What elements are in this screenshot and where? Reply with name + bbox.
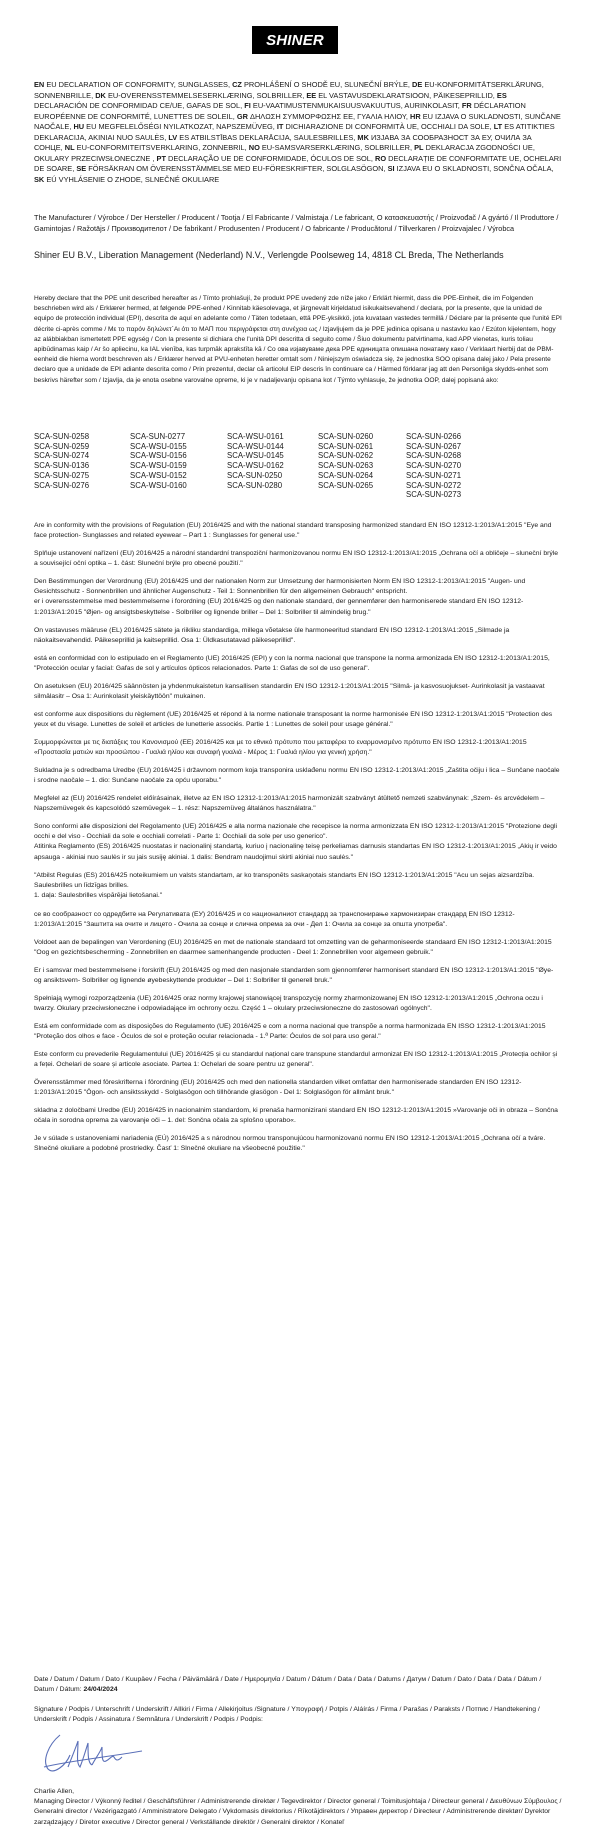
conformity-paragraph: Överensstämmer med föreskrifterna i förordning (EU) 2016/425 och med den nationella standarden vilket omfattar den harmoniserade standarden EN ISO 12312-1:2013/A1:2015 "Ögon- och ansiktsskydd - Solglasögon och tillhörande glasögon - Del 1: Solglasögon för allmänt bruk." xyxy=(34,1079,522,1097)
language-code: DE xyxy=(411,80,423,89)
model-code: SCA-SUN-0273 xyxy=(406,490,462,500)
language-code: LV xyxy=(168,132,178,142)
title-text: DEKLARACJA ZGODNOŚCI UE, OKULARY PRZECIWSŁONECZNE , xyxy=(34,143,535,163)
title-text: EÚ VYHLÁSENIE O ZHODE, SLNEČNÉ OKULIARE xyxy=(44,174,220,184)
manufacturer-label: The Manufacturer / Výrobce / Der Hersteller / Producent / Tootja / El Fabricante / Valmistaja / Le fabricant, Ο κατασκευαστής / Proizvođač / A gyártó / Il Produttore / Gamintojas / Ražotājs / Производителот / De fabrikant / Produsenten / Producent / O fabricante / Producătorul / Tillverkaren / Proizvajalec / Výrobca xyxy=(34,213,559,233)
model-code: SCA-SUN-0268 xyxy=(406,451,462,461)
conformity-paragraph: skladna z določbami Uredbe (EU) 2016/425 in nacionalnim standardom, ki prenaša harmonizirani standard EN ISO 12312-1:2013/A1:2015 »Varovanje oči in obraza – Sončna očala in sorodna oprema za varovanje oči – 1. del: Sončna očala za splošno uporabo«. xyxy=(34,1107,558,1125)
conformity-paragraph: Are in conformity with the provisions of Regulation (EU) 2016/425 and with the national standard transposing harmonized standard EN ISO 12312-1:2013/A1:2015 "Eye and face protection- Sunglasses and related eyewear – Part 1 : Sunglasses for general use." xyxy=(34,522,552,540)
document-title xyxy=(34,80,562,185)
conformity-paragraph: се во сообразност со одредбите на Регулативата (ЕУ) 2016/425 и со националниот стандард за транспонирање хармонизиран стандард EN ISO 12312-1:2013/A1:2015 "Заштита на очите и лицето - Очила за сонце и слична опрема за очи - Дел 1: Очила за сонце за општа употреба". xyxy=(34,911,515,929)
conformity-paragraph: está en conformidad con lo estipulado en el Reglamento (UE) 2016/425 (EPI) y con la norma nacional que transpone la norma armonizada EN ISO 12312-1:2013/A1:2015, "Protección ocular y facial: Gafas de sol y artículos ópticos relacionados. Parte 1: Gafas de sol de uso general". xyxy=(34,655,550,673)
date-label: Date / Datum / Datum / Dato / Kuupäev / Fecha / Päivämäärä / Date / Ημερομηνία / Datum / Dátum / Data / Data / Datums / Датум / Datum / Dato / Data / Data / Dátum / Datum / Dátum: xyxy=(34,1676,542,1694)
conformity-paragraph: Spełniają wymogi rozporządzenia (UE) 2016/425 oraz normy krajowej stanowiącej transpozycję normy zharmonizowanej EN ISO 12312-1:2013/A1:2015 „Ochrona oczu i twarzy. Okulary przeciwsłoneczne i odpowiadające im ochrony oczu. Część 1 – okulary przeciwsłoneczne do zastosowań ogólnych". xyxy=(34,995,543,1013)
conformity-paragraph: Er i samsvar med bestemmelsene i forskrift (EU) 2016/425 og med den nasjonale standarden som gjennomfører harmonisert standard EN ISO 12312-1:2013/A1:2015 "Øye- og ansiktsvern- Solbriller og lignende øyebeskyttende produkter – Del 1: Solbriller til generell bruk." xyxy=(34,967,554,985)
model-code: SCA-SUN-0275 xyxy=(34,470,90,480)
title-text: EU DECLARATION OF CONFORMITY, SUNGLASSES, xyxy=(44,80,233,89)
model-code: SCA-WSU-0152 xyxy=(130,470,187,480)
model-code: SCA-WSU-0155 xyxy=(130,441,187,451)
model-code: SCA-SUN-0277 xyxy=(130,432,186,441)
model-code: SCA-SUN-0276 xyxy=(34,480,90,490)
title-text: EU IZJAVA O SUKLADNOSTI, SUNČANE NAOČALE, xyxy=(34,111,561,131)
language-code: FR xyxy=(461,101,472,110)
language-code: PT xyxy=(156,153,166,163)
model-code: SCA-SUN-0261 xyxy=(318,441,374,451)
title-text: DECLARAȚIE DE CONFORMITATE UE, OCHELARI DE SOARE, xyxy=(34,153,562,173)
date-line xyxy=(34,1675,562,1695)
language-code: EN xyxy=(34,80,45,89)
title-text: DÉCLARATION EUROPÉENNE DE CONFORMITÉ, LUNETTES DE SOLEIL, xyxy=(34,101,526,121)
shiner-logo xyxy=(252,26,338,54)
model-column xyxy=(227,432,284,490)
language-code: RO xyxy=(375,153,387,163)
conformity-paragraph: Sono conformi alle disposizioni del Regolamento (UE) 2016/425 e alla norma nazionale che recepisce la norma armonizzata EN ISO 12312-1:2013/A1:2015 "Protezione degli occhi e del viso - Occhiali da sole e occhiali correlati - Parte 1: Occhiali da sole per uso generico". Atitinka Reglamento (ES) 2016/425 nuostatas ir nacionalinį standartą, kuriuo į nacionalinę teisę perkeliamas darnusis standartas EN ISO 12312-1:2013/A1:2015 „Akių ir veido apsauga - akiniai nuo saulės ir su jais susiję akiniai. 1 dalis: Bendram naudojimui skirti akiniai nuo saulės." xyxy=(34,823,558,861)
conformity-paragraph: est conforme aux dispositions du règlement (UE) 2016/425 et répond à la norme nationale transposant la norme harmonisée EN ISO 12312-1:2013/A1:2015 "Protection des yeux et du visage. Lunettes de soleil et articles de lunetterie associés. Partie 1 : Lunettes de soleil pour usage général." xyxy=(34,711,553,729)
title-text: EU-OVERENSSTEMMELSESERKLÆRING, SOLBRILLER, xyxy=(105,90,307,100)
model-code: SCA-SUN-0263 xyxy=(318,461,374,471)
model-code: SCA-SUN-0264 xyxy=(318,470,374,480)
language-code: HU xyxy=(73,122,85,131)
language-code: HR xyxy=(410,111,421,121)
handwritten-signature xyxy=(38,1727,148,1779)
signer-block xyxy=(34,1787,562,1828)
manufacturer-address: Shiner EU B.V., Liberation Management (Nederland) N.V., Verlengde Poolseweg 14, 4818 CL Breda, The Netherlands xyxy=(34,250,504,260)
model-code: SCA-WSU-0162 xyxy=(227,461,284,471)
declaration-intro: Hereby declare that the PPE unit described hereafter as / Tímto prohlašují, že produkt PPE uvedený zde níže jako / Erklärt hiermit, dass die PPE-Einheit, die im Folgenden beschrieben wird als / Erklærer hermed, at følgende PPE-enhed / Kinnitab käesolevaga, et järgnevalt kirjeldatud isikukaitsevahend / declara, por la presente, que la unidad de equipo de protección individual (EPI), descrita de aquí en adelante como / Täten todetaan, että PPE-yksikkö, jota kuvataan vastedes termillä / Déclare par la présente que l'unité EPI décrite ci-après comme / Με το παρόν δηλώνετ΄Αι ότι το ΜΑΠ που περιγράφεται στη συνέχεια ως / Izjavljujem da je PPE jedinica opisana u nastavku kao / Ezúton kijelentem, hogy az alábbiakban ismertetett PPE egység / Con la presente si dichiara che l'unità DPI descritta di seguito come / Šiuo dokumentu patvirtinama, kad APP vienetas, kuris toliau apibūdinamas kaip / Ar šo apliecinu, ka IAL vienība, kas turpmāk aprakstīta kā / Со ова изјавуваме дека PPE единицата опишана понатаму како / Verklaart hierbij dat de PBM-eenheid die hierna wordt beschreven als / Erklærer herved at PVU-enheten heretter omtalt som / Niniejszym oświadcza się, że jednostka SOO opisana dalej jako / Pela presente declaro que a unidade de EPI adiante descrita como / Prin prezentul, declar că articolul EIP descris în continuare ca / Härmed förklarar jag att den Personliga skydds-enhet som beskrivs härefter som / Izjavlja, da je enota osebne varovalne opreme, ki je v nadaljevanju opisana kot / Týmto vyhlasuje, že jednotka OOP, dalej popisaná ako: xyxy=(34,295,562,384)
title-text: EU MEGFELELŐSÉGI NYILATKOZAT, NAPSZEMÜVEG, xyxy=(84,122,277,131)
model-list xyxy=(34,432,562,510)
title-text: EU-SAMSVARSERKLÆRING, SOLBRILLER, xyxy=(259,143,415,152)
title-text: ИЗЈАВА ЗА СООБРАЗНОСТ ЗА ЕУ, ОЧИЛА ЗА СОНЦЕ, xyxy=(34,132,532,152)
date-value: 24/04/2024 xyxy=(81,1686,118,1694)
signature-label: Signature / Podpis / Unterschrift / Underskrift / Allkiri / Firma / Allekirjoitus /Signature / Υπογραφή / Potpis / Aláírás / Firma / Parašas / Paraksts / Потпис / Handtekening / Underskrift / Podpis / Assinatura / Semnătura / Underskrift / Podpis / Podpis: xyxy=(34,1706,540,1724)
title-text: DECLARAÇÃO UE DE CONFORMIDADE, ÓCULOS DE SOL, xyxy=(165,153,376,163)
language-code: CZ xyxy=(232,80,242,89)
model-code: SCA-SUN-0258 xyxy=(34,432,90,441)
conformity-paragraph: Συμμορφώνεται με τις διατάξεις του Κανονισμού (ΕΕ) 2016/425 και με το εθνικό πρότυπο που μεταφέρει το εναρμονισμένο πρότυπο EN ISO 12312-1:2013/A1:2015 «Προστασία ματιών και προσώπου - Γυαλιά ηλίου και συναφή γυαλιά - Μέρος 1: Γυαλιά ηλίου για γενική χρήση." xyxy=(34,739,527,757)
model-code: SCA-SUN-0267 xyxy=(406,441,462,451)
model-code: SCA-SUN-0262 xyxy=(318,451,374,461)
model-code: SCA-SUN-0270 xyxy=(406,461,462,471)
logo-text: SHINER xyxy=(266,31,324,49)
model-code: SCA-SUN-0260 xyxy=(318,432,374,441)
language-code: LT xyxy=(493,122,503,131)
model-code: SCA-WSU-0161 xyxy=(227,432,284,441)
conformity-paragraph: "Atbilst Regulas (ES) 2016/425 noteikumiem un valsts standartam, ar ko transponēts saskaņotais standarts EN ISO 12312-1:2013/A1:2015 "Acu un sejas aizsardzība. Saulesbrilles un līdzīgas brilles. 1. daļa: Saulesbrilles vispārējai lietošanai." xyxy=(34,872,535,900)
language-code: DK xyxy=(95,90,106,100)
conformity-paragraph: Megfelel az (EU) 2016/425 rendelet előírásainak, illetve az EN ISO 12312-1:2013/A1:2015 harmonizált szabványt átültető nemzeti szabványnak: „Szem- és arcvédelem – Napszemüvegek és kapcsolódó szemüvegek – 1. rész: Napszemüveg általános használatra." xyxy=(34,795,545,813)
model-column xyxy=(34,432,89,490)
title-text: DECLARACIÓN DE CONFORMIDAD CE/UE, GAFAS DE SOL, xyxy=(34,101,245,110)
model-code: SCA-SUN-0272 xyxy=(406,480,462,490)
language-code: IT xyxy=(276,122,284,131)
conformity-paragraph: Está em conformidade com as disposições do Regulamento (UE) 2016/425 e com a norma nacional que transpõe a norma harmonizada EN ISSO 12312-1:2013/A1:2015 "Proteção dos olhos e face - Óculos de sol e proteção ocular relacionada - 1.ª Parte: Óculos de sol para uso geral." xyxy=(34,1023,546,1041)
model-column xyxy=(130,432,187,490)
model-code: SCA-WSU-0160 xyxy=(130,480,187,490)
language-code: GR xyxy=(236,111,248,121)
title-text: EU-KONFORMITÄTSERKLÄRUNG, SONNENBRILLE, xyxy=(34,80,544,100)
model-code: SCA-WSU-0144 xyxy=(227,441,284,451)
conformity-paragraph: On vastavuses määruse (EL) 2016/425 sätete ja riikliku standardiga, millega võetakse üle harmoneeritud standard EN ISO 12312-1:2013/A1:2015 „Silmade ja näokaitsevahendid. Päikeseprillid ja kaitseprillid. Osa 1: Üldkasutatavad päikeseprillid". xyxy=(34,627,510,645)
conformity-paragraph: Sukladna je s odredbama Uredbe (EU) 2016/425 i državnom normom koja transponira usklađenu normu EN ISO 12312-1:2013/A1:2015 „Zaštita očiju i lica – Sunčane naočale i srodne naočale – 1. dio: Sunčane naočale za opću uporabu." xyxy=(34,767,560,785)
title-text: EU-VAATIMUSTENMUKAISUUSVAKUUTUS, AURINKOLASIT, xyxy=(250,101,462,110)
conformity-paragraph: Je v súlade s ustanoveniami nariadenia (EÚ) 2016/425 a s národnou normou transponujúcou harmonizovanú normu EN ISO 12312-1:2013/A1:2015 „Ochrana očí a tváre. Slnečné okuliare a podobné prostriedky. Časť 1: Slnečné okuliare na všeobecné použitie." xyxy=(34,1135,546,1153)
title-text: PROHLÁŠENÍ O SHODĚ EU, SLUNEČNÍ BRÝLE, xyxy=(241,80,412,89)
model-code: SCA-SUN-0271 xyxy=(406,470,462,480)
model-column xyxy=(406,432,461,500)
title-text: DICHIARAZIONE DI CONFORMITÀ UE, OCCHIALI DA SOLE, xyxy=(283,122,494,131)
language-code: PL xyxy=(414,143,424,152)
language-code: ES xyxy=(496,90,507,100)
title-text: EL VASTAVUSDEKLARATSIOON, PÄIKESEPRILLID, xyxy=(316,90,497,100)
language-code: MK xyxy=(357,132,369,142)
title-text: ΔΗΛΩΣΗ ΣΥΜΜΟΡΦΩΣΗΣ ΕΕ, ΓΥΑΛΙΑ ΗΛΙΟΥ, xyxy=(247,111,410,121)
model-code: SCA-SUN-0136 xyxy=(34,461,90,471)
model-code: SCA-SUN-0265 xyxy=(318,480,374,490)
model-code: SCA-SUN-0250 xyxy=(227,470,283,480)
language-code: EE xyxy=(306,90,317,100)
conformity-paragraph: Este conform cu prevederile Regulamentului (UE) 2016/425 și cu standardul național care transpune standardul armonizat EN ISO 12312-1:2013/A1:2015 „Protecția ochilor și a feței. Ochelari de soare și articole asociate. Partea 1: Ochelari de soare pentru uz general". xyxy=(34,1051,558,1069)
language-code: SK xyxy=(34,174,45,184)
language-code: SE xyxy=(76,164,87,173)
title-text: EU-CONFORMITEITSVERKLARING, ZONNEBRIL, xyxy=(74,143,249,152)
conformity-paragraph: Den Bestimmungen der Verordnung (EU) 2016/425 und der nationalen Norm zur Umsetzung der harmonisierten Norm EN ISO 12312-1:2013/A1:2015 "Augen- und Gesichtsschutz - Sonnenbrillen und ähnlicher Augenschutz - Teil 1: Sonnenbrillen für den allgemeinen Gebrauch" entspricht. er i overensstemmelse med bestemmelserne i forordning (EU) 2016/425 og den nationale standard, der gennemfører den harmoniserede standard EN ISO 12312-1:2013/A1:2015 "Øjen- og ansigtsbeskyttelse - Solbriller og lignende briller – Del 1: Solbriller til almindelig brug." xyxy=(34,578,526,616)
language-code: NL xyxy=(64,143,75,152)
conformity-paragraph: Voldoet aan de bepalingen van Verordening (EU) 2016/425 en met de nationale standaard tot omzetting van de geharmoniseerde standaard EN ISO 12312-1:2013/A1:2015 "Oog en gezichtsbescherming - Zonnebrillen en daarmee samenhangende producten - Deel 1: Zonnebrillen voor algemeen gebruik." xyxy=(34,939,552,957)
title-text: FÖRSÄKRAN OM ÖVERENSSTÄMMELSE MED EU-FÖRESKRIFTER, SOLGLASÖGON, xyxy=(86,164,388,173)
title-text: ES ATITIKTIES DEKLARACIJA, AKINIAI NUO SAULĖS, xyxy=(34,122,555,142)
model-code: SCA-SUN-0259 xyxy=(34,441,90,451)
language-code: FI xyxy=(244,101,251,110)
model-code: SCA-WSU-0156 xyxy=(130,451,187,461)
model-code: SCA-WSU-0145 xyxy=(227,451,284,461)
model-code: SCA-SUN-0274 xyxy=(34,451,90,461)
title-text: ES ATBILSTĪBAS DEKLARĀCIJA, SAULESBRILLES, xyxy=(177,132,358,142)
signer-name: Charlie Allen, xyxy=(34,1788,75,1795)
model-code: SCA-SUN-0280 xyxy=(227,480,283,490)
model-column xyxy=(318,432,373,490)
language-code: SI xyxy=(387,164,395,173)
signer-title: Managing Director / Výkonný ředitel / Geschäftsführer / Administrerende direktør / Tegevdirektor / Director general / Toimitusjohtaja / Directeur general / Διευθύνων Σύμβουλος / Generalni director / Vezérigazgató / Amministratore Delegato / Vykdomasis direktorius / Rīkotājdirektors / Управен директор / Directeur / Administrerende direktør/ Dyrektor zarządzający / Diretor executive / Director general / Verkställande direktör / Generalni direktor / Konateľ xyxy=(34,1798,562,1826)
model-code: SCA-SUN-0266 xyxy=(406,432,462,441)
title-text: IZJAVA EU O SKLADNOSTI, SONČNA OČALA, xyxy=(394,164,554,173)
language-code: NO xyxy=(248,143,260,152)
conformity-paragraph: Splňuje ustanovení nařízení (EU) 2016/425 a národní standardní transpoziční harmonizovanou normu EN ISO 12312-1:2013/A1:2015 „Ochrana očí a obličeje – sluneční brýle a související oční optika – 1. část: Sluneční brýle pro obecné použití." xyxy=(34,550,559,568)
conformity-paragraph: On asetuksen (EU) 2016/425 säännösten ja yhdenmukaistetun kansallisen standardin EN ISO 12312-1:2013/A1:2015 "Silmä- ja kasvosuojukset- Aurinkolasit ja vastaavat silmälasitr – Osa 1: Aurinkolasit yleiskäyttöön" mukainen. xyxy=(34,683,545,701)
model-code: SCA-WSU-0159 xyxy=(130,461,187,471)
